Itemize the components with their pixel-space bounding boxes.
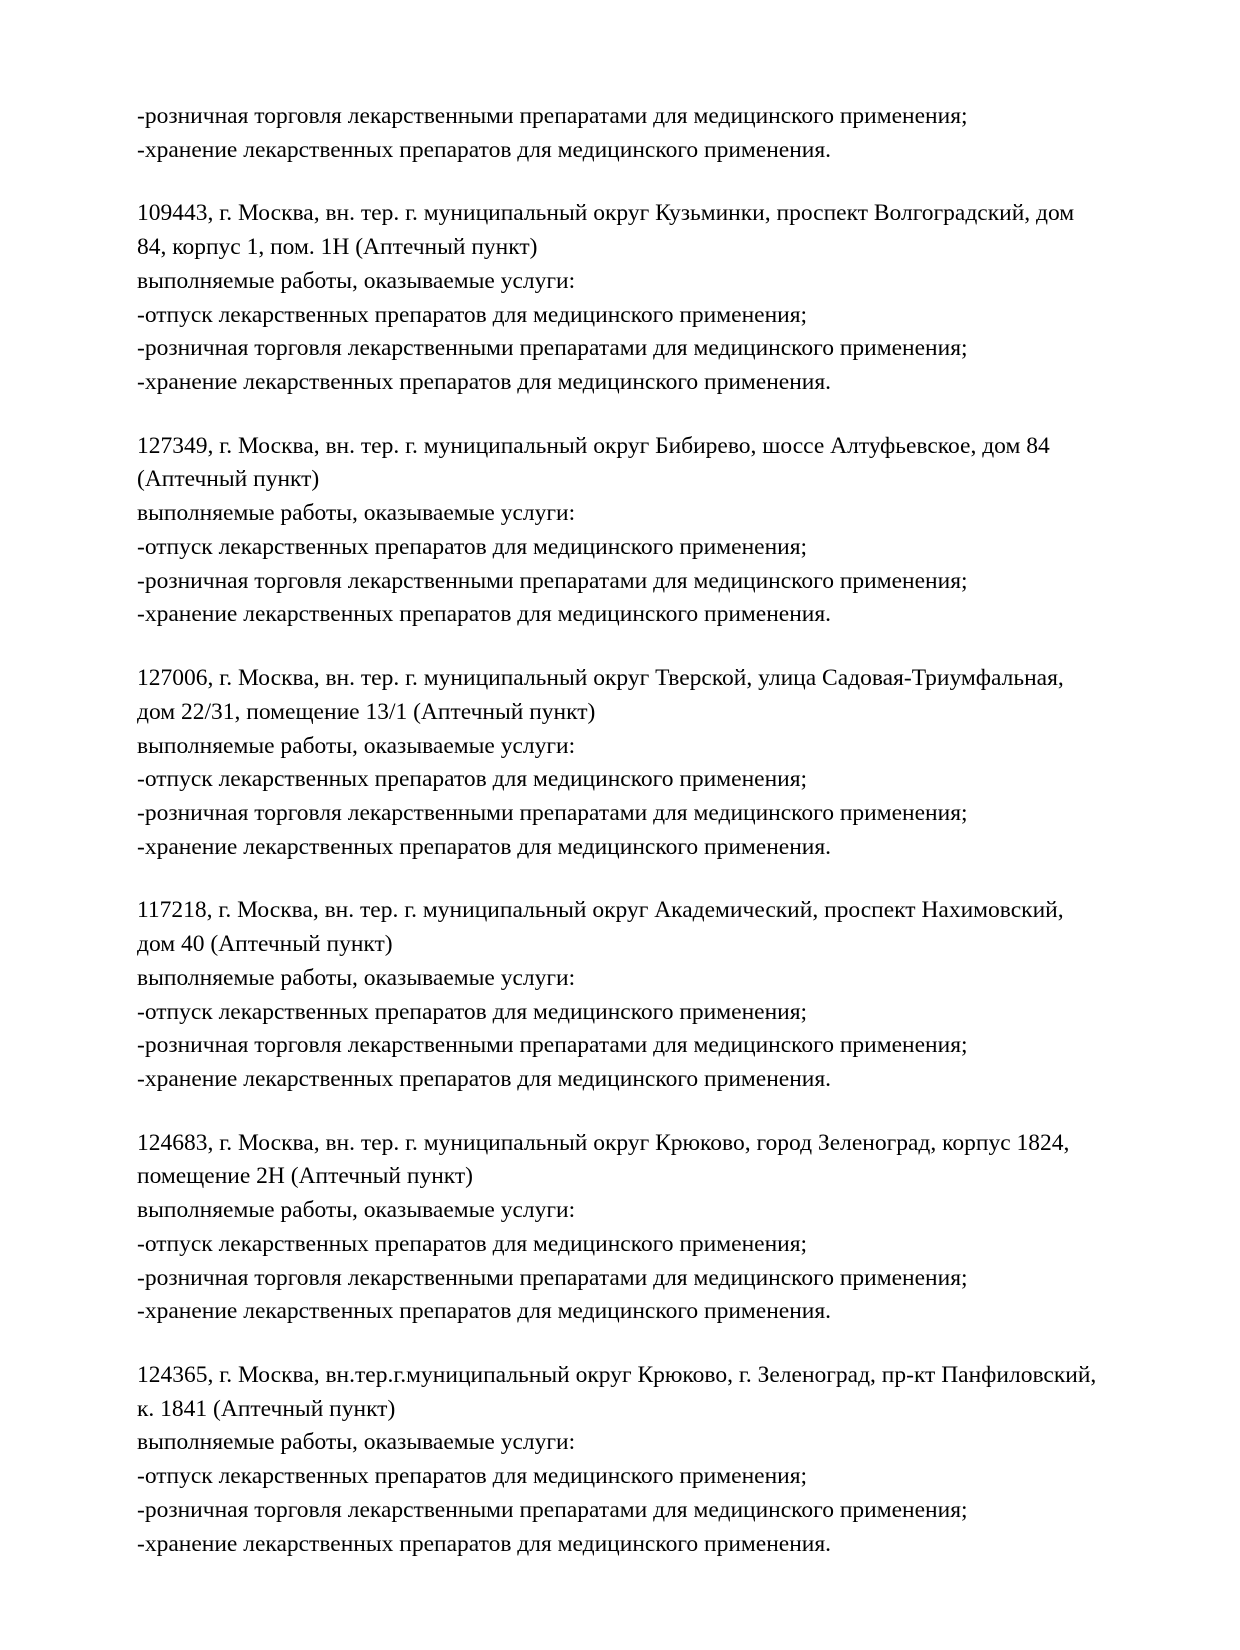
address-line: 127349, г. Москва, вн. тер. г. муниципальный округ Бибирево, шоссе Алтуфьевское, дом 84 (Аптечный пункт) bbox=[137, 432, 1050, 493]
services-heading: выполняемые работы, оказываемые услуги: bbox=[137, 500, 576, 527]
address-line: 124365, г. Москва, вн.тер.г.муниципальный округ Крюково, г. Зеленоград, пр-кт Панфиловский, к. 1841 (Аптечный пункт) bbox=[137, 1362, 1097, 1422]
service-line: -отпуск лекарственных препаратов для медицинского применения; bbox=[137, 1463, 808, 1490]
address-block bbox=[137, 1359, 1100, 1561]
continued-services-list bbox=[137, 100, 1100, 167]
document-body bbox=[137, 100, 1100, 1561]
service-line: -хранение лекарственных препаратов для медицинского применения. bbox=[137, 833, 832, 860]
services-heading: выполняемые работы, оказываемые услуги: bbox=[137, 732, 576, 759]
service-line: -розничная торговля лекарственными препаратами для медицинского применения; bbox=[137, 567, 968, 594]
service-line: -розничная торговля лекарственными препаратами для медицинского применения; bbox=[137, 1032, 968, 1059]
service-line: -розничная торговля лекарственными препаратами для медицинского применения; bbox=[137, 1264, 968, 1291]
service-line: -хранение лекарственных препаратов для медицинского применения. bbox=[137, 369, 832, 396]
services-heading: выполняемые работы, оказываемые услуги: bbox=[137, 1429, 576, 1456]
service-line: -хранение лекарственных препаратов для медицинского применения. bbox=[137, 1065, 832, 1092]
service-line: -отпуск лекарственных препаратов для медицинского применения; bbox=[137, 766, 808, 793]
address-line: 124683, г. Москва, вн. тер. г. муниципальный округ Крюково, город Зеленоград, корпус 1824, помещение 2Н (Аптечный пункт) bbox=[137, 1129, 1070, 1190]
services-heading: выполняемые работы, оказываемые услуги: bbox=[137, 1197, 576, 1224]
service-line: -отпуск лекарственных препаратов для медицинского применения; bbox=[137, 1230, 808, 1257]
address-block bbox=[137, 430, 1100, 632]
address-line: 117218, г. Москва, вн. тер. г. муниципальный округ Академический, проспект Нахимовский, дом 40 (Аптечный пункт) bbox=[137, 897, 1064, 958]
services-heading: выполняемые работы, оказываемые услуги: bbox=[137, 267, 576, 294]
service-line: -отпуск лекарственных препаратов для медицинского применения; bbox=[137, 301, 808, 328]
service-line: -розничная торговля лекарственными препаратами для медицинского применения; bbox=[137, 1496, 968, 1523]
service-line: -отпуск лекарственных препаратов для медицинского применения; bbox=[137, 533, 808, 560]
service-line: -хранение лекарственных препаратов для медицинского применения. bbox=[137, 1530, 832, 1557]
services-heading: выполняемые работы, оказываемые услуги: bbox=[137, 964, 576, 991]
address-block bbox=[137, 894, 1100, 1096]
address-block bbox=[137, 197, 1100, 399]
address-block bbox=[137, 662, 1100, 864]
address-line: 127006, г. Москва, вн. тер. г. муниципальный округ Тверской, улица Садовая-Триумфальная, дом 22/31, помещение 13/1 (Аптечный пункт) bbox=[137, 665, 1064, 725]
service-line: -розничная торговля лекарственными препаратами для медицинского применения; bbox=[137, 103, 968, 129]
service-line: -розничная торговля лекарственными препаратами для медицинского применения; bbox=[137, 335, 968, 362]
service-line: -отпуск лекарственных препаратов для медицинского применения; bbox=[137, 998, 808, 1025]
service-line: -хранение лекарственных препаратов для медицинского применения. bbox=[137, 1298, 832, 1325]
address-block bbox=[137, 1127, 1100, 1329]
service-line: -хранение лекарственных препаратов для медицинского применения. bbox=[137, 601, 832, 628]
service-line: -хранение лекарственных препаратов для медицинского применения. bbox=[137, 136, 832, 163]
service-line: -розничная торговля лекарственными препаратами для медицинского применения; bbox=[137, 799, 968, 826]
address-line: 109443, г. Москва, вн. тер. г. муниципальный округ Кузьминки, проспект Волгоградский, дом 84, корпус 1, пом. 1Н (Аптечный пункт) bbox=[137, 200, 1075, 261]
